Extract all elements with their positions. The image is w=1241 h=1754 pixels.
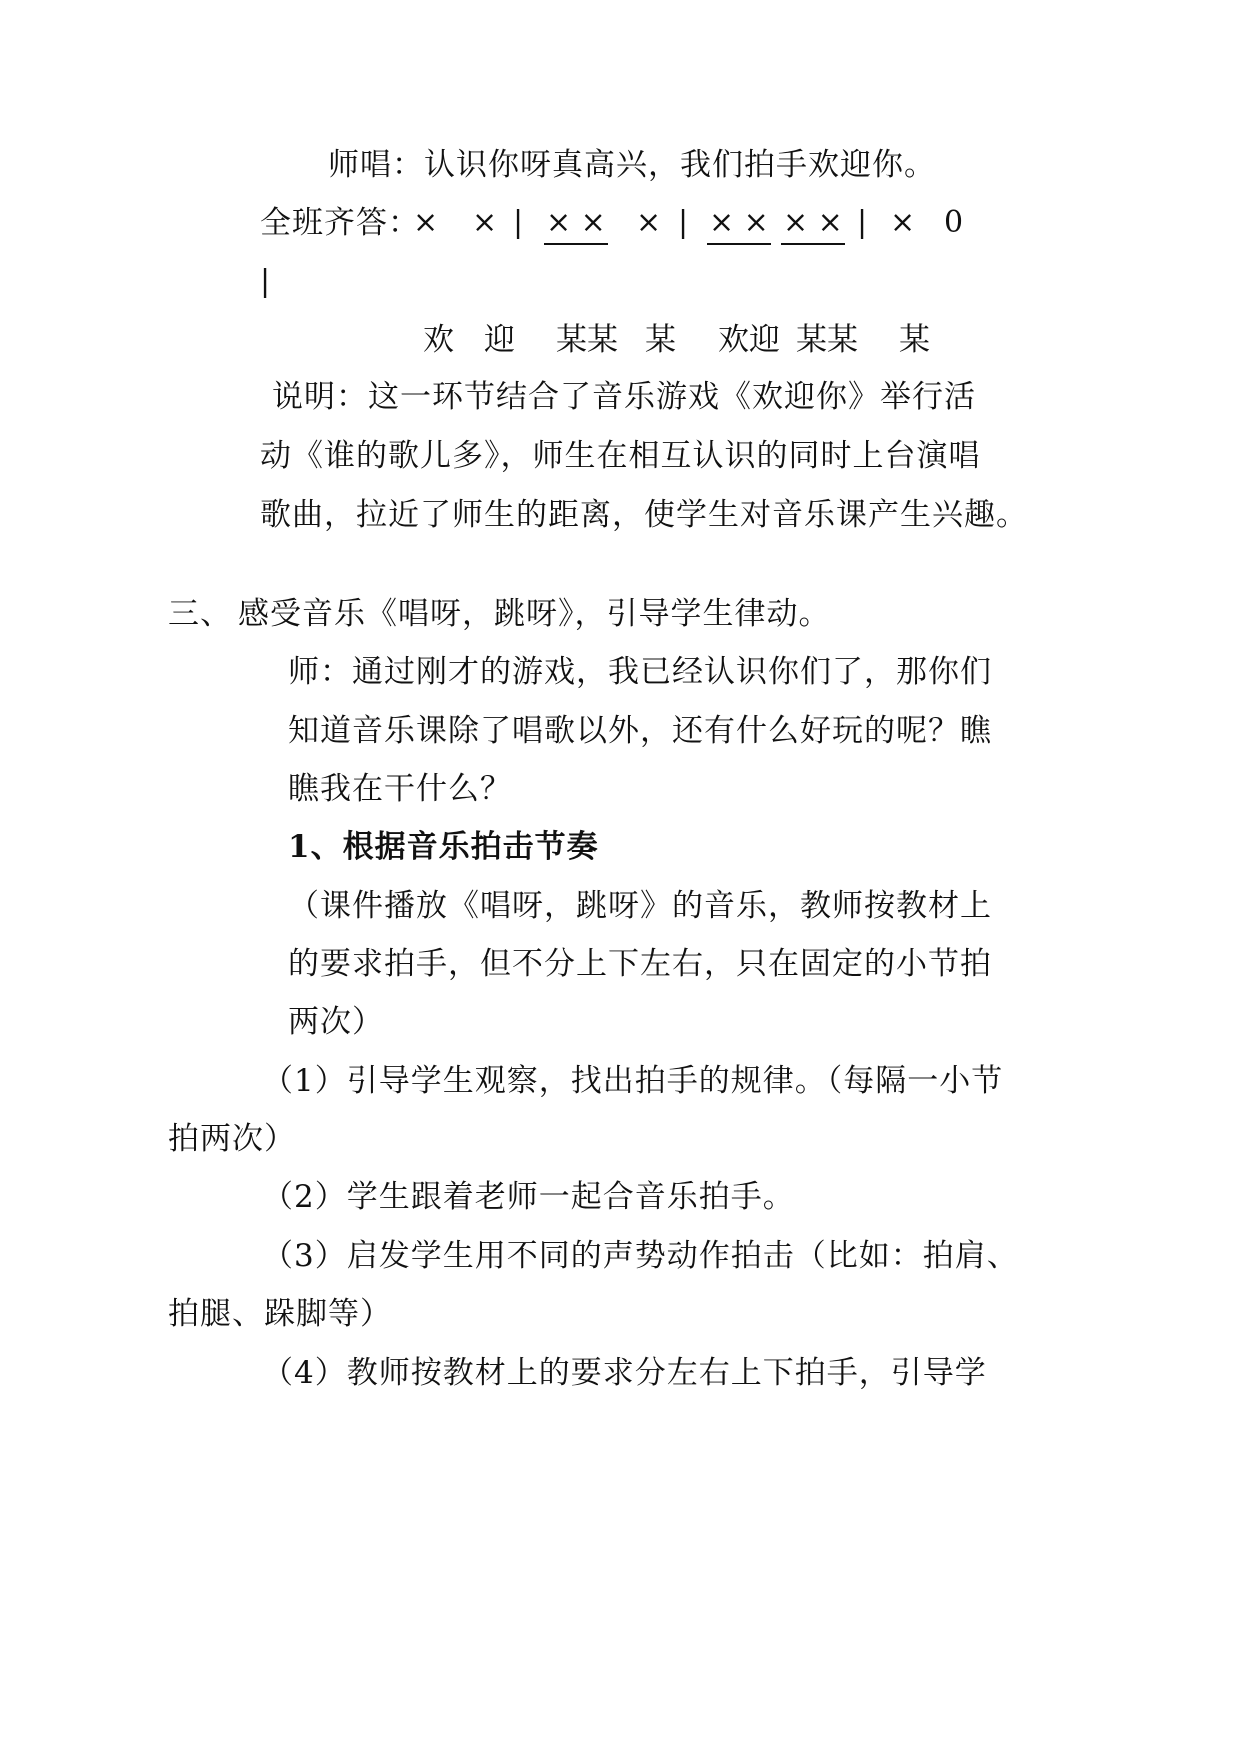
lyric-7: 某: [899, 322, 930, 358]
rhythm-barline-3: |: [857, 205, 868, 240]
lyric-6: 某某: [796, 322, 858, 358]
step-4: （4）教师按教材上的要求分左右上下拍手，引导学: [262, 1355, 987, 1391]
rhythm-barline-4: |: [260, 264, 271, 299]
lyric-5: 欢迎: [718, 322, 780, 358]
rhythm-label: 全班齐答：: [260, 205, 420, 241]
lyric-4: 某: [645, 322, 676, 358]
explanation-line-1: 说明：这一环节结合了音乐游戏《欢迎你》举行活: [272, 379, 976, 415]
section-3-number: 三、: [168, 596, 232, 632]
teacher-talk-line-1: 师：通过刚才的游戏，我已经认识你们了，那你们: [288, 654, 992, 690]
step-1-line-2: 拍两次）: [168, 1121, 296, 1157]
rhythm-barline-1: |: [513, 205, 524, 240]
courseware-line-3: 两次）: [288, 1004, 384, 1040]
step-2: （2）学生跟着老师一起合音乐拍手。: [262, 1179, 795, 1215]
step-3-line-2: 拍腿、跺脚等）: [168, 1296, 392, 1332]
explanation-line-3: 歌曲，拉近了师生的距离，使学生对音乐课产生兴趣。: [260, 497, 1028, 533]
rhythm-note-3: × ×: [544, 203, 608, 245]
rhythm-note-1: ×: [413, 205, 439, 240]
lyric-3: 某某: [556, 322, 618, 358]
teacher-talk-line-3: 瞧我在干什么？: [288, 771, 512, 807]
rhythm-barline-2: |: [678, 205, 689, 240]
step-1-line-1: （1）引导学生观察，找出拍手的规律。（每隔一小节: [262, 1063, 1004, 1099]
teacher-sing-line: 师唱：认识你呀真高兴，我们拍手欢迎你。: [328, 147, 936, 183]
step-3-line-1: （3）启发学生用不同的声势动作拍击（比如：拍肩、: [262, 1238, 1019, 1274]
rhythm-note-5: × ×: [707, 203, 771, 245]
courseware-line-1: （课件播放《唱呀，跳呀》的音乐，教师按教材上: [288, 888, 992, 924]
section-3-title: 感受音乐《唱呀，跳呀》，引导学生律动。: [238, 596, 831, 632]
lyric-2: 迎: [484, 322, 515, 358]
subheading: 1、根据音乐拍击节奏: [288, 829, 599, 865]
explanation-line-2: 动《谁的歌儿多》，师生在相互认识的同时上台演唱: [260, 438, 981, 474]
lyric-1: 欢: [423, 322, 454, 358]
rhythm-note-4: ×: [636, 205, 662, 240]
courseware-line-2: 的要求拍手，但不分上下左右，只在固定的小节拍: [288, 946, 992, 982]
rhythm-note-7: ×: [890, 205, 916, 240]
teacher-talk-line-2: 知道音乐课除了唱歌以外，还有什么好玩的呢？瞧: [288, 713, 992, 749]
rhythm-rest: 0: [944, 205, 964, 240]
rhythm-note-2: ×: [472, 205, 498, 240]
rhythm-note-6: × ×: [781, 203, 845, 245]
